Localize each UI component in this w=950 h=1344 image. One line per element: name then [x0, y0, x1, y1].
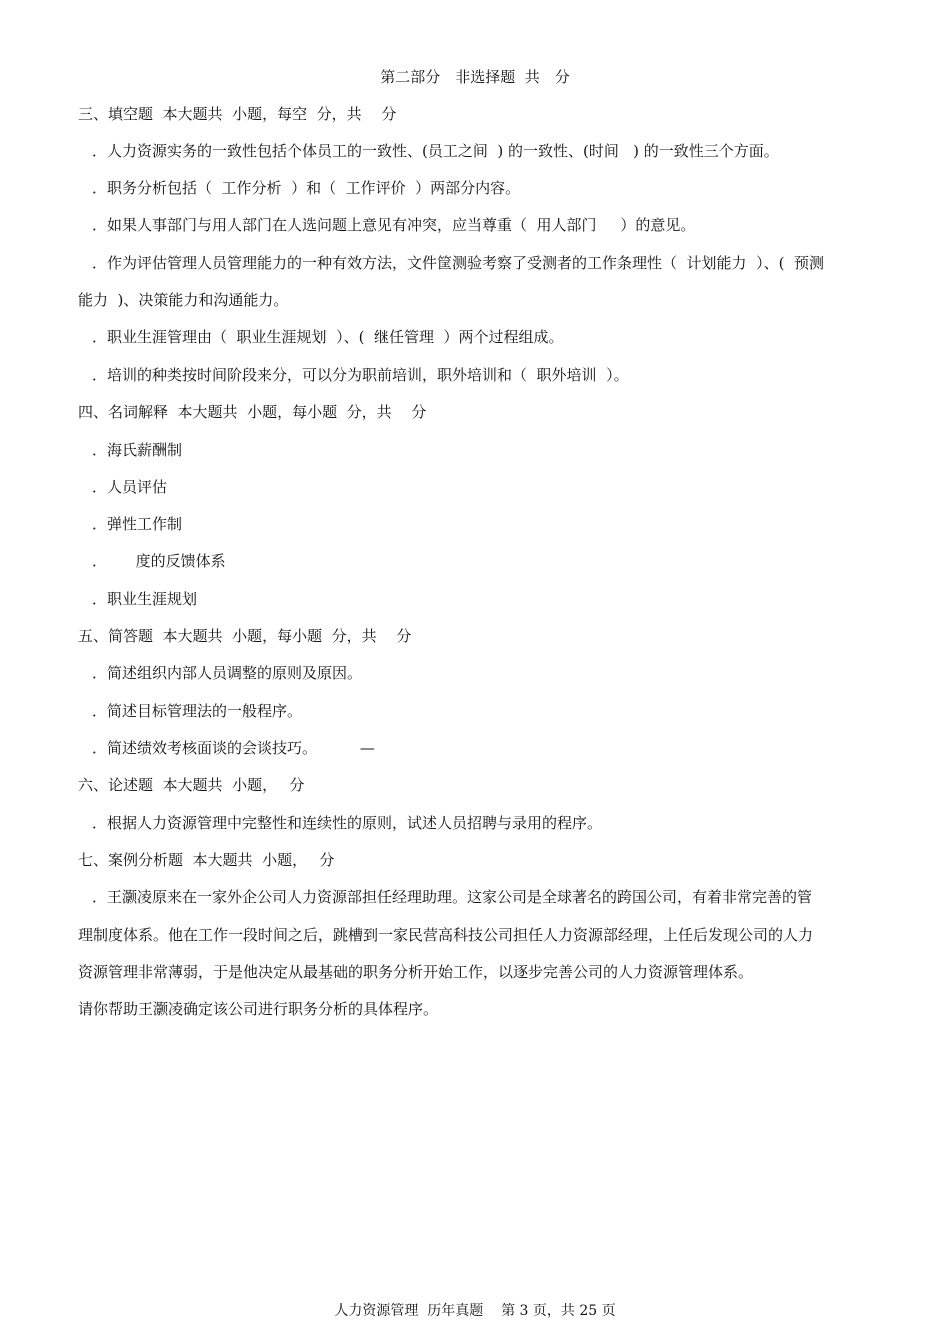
section-heading-fill-in: 三、填空题 本大题共 小题，每空 分，共 分	[78, 105, 397, 123]
question-line: ．职业生涯规划	[92, 590, 198, 608]
case-paragraph-line: 理制度体系。他在工作一段时间之后，跳槽到一家民营高科技公司担任人力资源部经理，上任后发现公司的人力	[78, 926, 814, 944]
case-paragraph-line: ．王灏凌原来在一家外企公司人力资源部担任经理助理。这家公司是全球著名的跨国公司，有着非常完善的管	[92, 888, 813, 906]
question-line-continuation: 能力 )、决策能力和沟通能力。	[78, 291, 289, 309]
question-line: ．人力资源实务的一致性包括个体员工的一致性、(员工之间 ) 的一致性、(时间 ) 的一致性三个方面。	[92, 142, 779, 160]
question-line: ．作为评估管理人员管理能力的一种有效方法，文件筐测验考察了受测者的工作条理性（ 计划能力 ）、( 预测	[92, 254, 824, 272]
question-line: ．海氏薪酬制	[92, 441, 183, 459]
question-line: ．弹性工作制	[92, 515, 183, 533]
question-line: ． 度的反馈体系	[92, 552, 226, 570]
case-question-line: 请你帮助王灏凌确定该公司进行职务分析的具体程序。	[78, 1000, 439, 1018]
question-line: ．培训的种类按时间阶段来分，可以分为职前培训，职外培训和（ 职外培训 ）。	[92, 366, 629, 384]
question-line: ．简述组织内部人员调整的原则及原因。	[92, 664, 363, 682]
section-heading-short-answer: 五、简答题 本大题共 小题，每小题 分，共 分	[78, 627, 412, 645]
page-title: 第二部分 非选择题 共 分	[380, 68, 570, 86]
question-line: ．职务分析包括（ 工作分析 ）和（ 工作评价 ）两部分内容。	[92, 179, 521, 197]
page-footer: 人力资源管理 历年真题 第 3 页，共 25 页	[334, 1303, 616, 1319]
question-line: ．根据人力资源管理中完整性和连续性的原则，试述人员招聘与录用的程序。	[92, 814, 603, 832]
question-line: ．简述绩效考核面谈的会谈技巧。 —	[92, 739, 375, 757]
question-line: ．简述目标管理法的一般程序。	[92, 702, 303, 720]
section-heading-case-study: 七、案例分析题 本大题共 小题， 分	[78, 851, 335, 869]
question-line: ．职业生涯管理由（ 职业生涯规划 ）、( 继任管理 ）两个过程组成。	[92, 328, 564, 346]
question-line: ．如果人事部门与用人部门在人选问题上意见有冲突，应当尊重（ 用人部门 ）的意见。	[92, 216, 696, 234]
section-heading-essay: 六、论述题 本大题共 小题， 分	[78, 776, 305, 794]
section-heading-terms: 四、名词解释 本大题共 小题，每小题 分，共 分	[78, 403, 427, 421]
question-line: ．人员评估	[92, 478, 168, 496]
case-paragraph-line: 资源管理非常薄弱，于是他决定从最基础的职务分析开始工作，以逐步完善公司的人力资源管理体系。	[78, 963, 754, 981]
